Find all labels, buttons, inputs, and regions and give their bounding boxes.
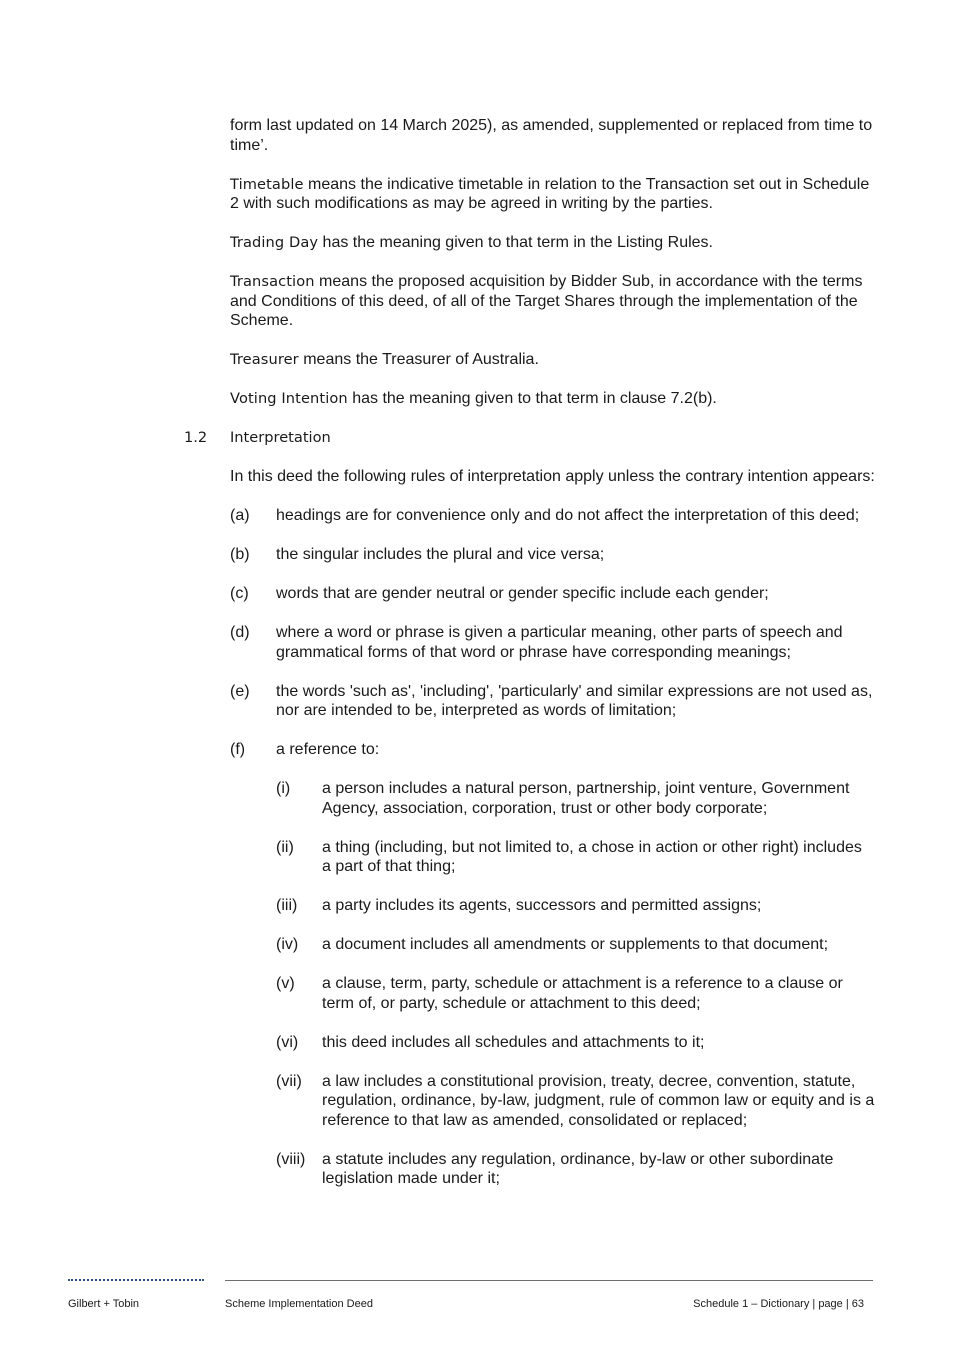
rule-item (230, 623, 875, 662)
subrule-text: a statute includes any regulation, ordinance, by-law or other subordinate legislation made under it; (322, 1150, 834, 1187)
definition-voting-intention (230, 389, 875, 409)
subrule-label: (ii) (276, 838, 294, 856)
footer-page-location: Schedule 1 – Dictionary | page | 63 (693, 1298, 864, 1310)
rule-label: (b) (230, 546, 250, 563)
definition-text: means the indicative timetable in relation to the Transaction set out in Schedule 2 with such modifications as may be agreed in writing by the parties. (230, 175, 870, 212)
rule-label: (d) (230, 624, 250, 641)
subrule-label: (vii) (276, 1072, 302, 1090)
definition-transaction (230, 272, 875, 331)
subrule-text: a document includes all amendments or supplements to that document; (322, 936, 829, 953)
defined-term: Trading Day (230, 234, 319, 251)
footer-dotted-rule (68, 1279, 204, 1281)
rule-item (230, 740, 875, 760)
section-intro: In this deed the following rules of interpretation apply unless the contrary intention appears: (230, 468, 875, 485)
rule-item (230, 506, 875, 526)
subrule-text: this deed includes all schedules and attachments to it; (322, 1033, 705, 1051)
subrule-item (230, 935, 875, 955)
subrule-item (230, 896, 875, 916)
subrule-text: a clause, term, party, schedule or attachment is a reference to a clause or term of, or party, schedule or attachment to this deed; (322, 975, 843, 1012)
definition-text: means the Treasurer of Australia. (298, 351, 539, 368)
definition-text: means the proposed acquisition by Bidder Sub, in accordance with the terms and Conditions of this deed, of all of the Target Shares through the implementation of the Scheme. (230, 273, 863, 329)
footer-document-title: Scheme Implementation Deed (225, 1298, 373, 1310)
rule-item (230, 584, 875, 604)
rule-label: (a) (230, 507, 250, 524)
subrule-label: (iv) (276, 936, 299, 953)
subrule-item (230, 838, 875, 877)
rule-label: (e) (230, 682, 250, 700)
rule-label: (f) (230, 741, 246, 758)
subrule-text: a law includes a constitutional provision, treaty, decree, convention, statute, regulation, ordinance, by-law, judgment, rule of common law or equity and is a reference to that law as amended, consolidated or replaced; (322, 1072, 875, 1129)
subrule-item (230, 779, 875, 818)
subrule-item (230, 1150, 875, 1189)
definition-text: has the meaning given to that term in the Listing Rules. (318, 234, 713, 251)
continuation-paragraph: form last updated on 14 March 2025), as amended, supplemented or replaced from time to time’. (230, 117, 873, 154)
footer-firm: Gilbert + Tobin (68, 1298, 140, 1310)
subrule-text: a thing (including, but not limited to, a chose in action or other right) includes a part of that thing; (322, 838, 862, 875)
rule-text: a reference to: (276, 741, 380, 758)
definition-text: has the meaning given to that term in clause 7.2(b). (347, 390, 717, 407)
rule-label: (c) (230, 585, 249, 602)
subrule-label: (vi) (276, 1033, 299, 1051)
subrule-label: (v) (276, 975, 295, 992)
rule-text: the words 'such as', 'including', 'particularly' and similar expressions are not used as, nor are intended to be, interpreted as words of limitation; (276, 682, 873, 719)
rule-text: where a word or phrase is given a particular meaning, other parts of speech and grammatical forms of that word or phrase have corresponding meanings; (276, 624, 843, 661)
defined-term: Transaction (230, 273, 315, 290)
rule-item (230, 545, 875, 565)
definition-treasurer (230, 350, 875, 370)
section-title: Interpretation (230, 429, 331, 446)
rule-text: words that are gender neutral or gender specific include each gender; (276, 585, 769, 602)
rule-text: headings are for convenience only and do not affect the interpretation of this deed; (276, 507, 860, 524)
subrule-text: a person includes a natural person, partnership, joint venture, Government Agency, association, corporation, trust or other body corporate; (322, 780, 850, 817)
footer-rule (225, 1280, 873, 1281)
defined-term: Treasurer (230, 351, 299, 368)
subrule-item (230, 1033, 875, 1053)
rule-item (230, 682, 875, 721)
definition-trading-day (230, 233, 875, 253)
subrule-label: (iii) (276, 897, 298, 914)
defined-term: Voting Intention (230, 390, 348, 407)
subrule-item (230, 974, 875, 1013)
section-number: 1.2 (184, 429, 208, 446)
subrule-label: (i) (276, 780, 291, 797)
subrule-item (230, 1072, 875, 1131)
section-heading (184, 428, 875, 448)
document-body (184, 116, 875, 1208)
rule-text: the singular includes the plural and vice versa; (276, 546, 605, 563)
subrule-text: a party includes its agents, successors and permitted assigns; (322, 897, 762, 914)
subrule-label: (viii) (276, 1150, 306, 1168)
defined-term: Timetable (230, 175, 304, 193)
definition-timetable (230, 175, 875, 214)
